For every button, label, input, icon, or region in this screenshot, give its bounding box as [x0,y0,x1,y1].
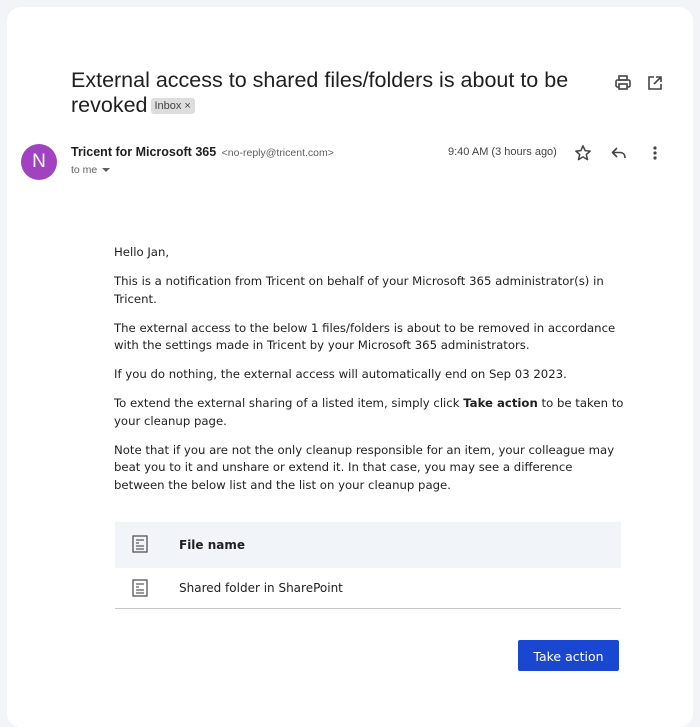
avatar[interactable]: N [21,144,57,180]
p4-before: To extend the external sharing of a listed item, simply click [114,396,464,410]
body-paragraph-2: The external access to the below 1 files/folders is about to be removed in accordance with the settings made in Tricent by your Microsoft 365 administrators. [114,320,616,352]
column-header-file-name: File name [179,538,246,552]
p4-after: to be taken to your cleanup page. [114,396,624,428]
recipient-dropdown[interactable] [71,164,110,176]
email-timestamp: 9:40 AM (3 hours ago) [448,146,557,158]
print-icon[interactable] [613,73,633,93]
document-icon [132,579,148,597]
star-icon[interactable] [573,143,593,163]
recipient-label: to me [71,164,98,176]
chevron-down-icon [102,168,110,172]
file-table [115,522,621,609]
body-paragraph-1: This is a notification from Tricent on behalf of your Microsoft 365 administrator(s) in Tricent. [114,274,604,306]
sender-name[interactable]: Tricent for Microsoft 365 [71,145,217,159]
email-card [7,7,693,727]
subject-text: External access to shared files/folders is about to be revoked [71,68,569,117]
p4-bold: Take action [463,396,538,410]
table-header-row [115,522,621,568]
greeting: Hello Jan, [114,245,170,259]
sender-line [71,145,334,159]
email-body [114,244,624,506]
sender-email: <no-reply@tricent.com> [221,147,334,159]
open-in-new-window-icon[interactable] [645,73,665,93]
email-subject [71,68,571,118]
table-row [115,568,621,609]
body-paragraph-3: If you do nothing, the external access will automatically end on Sep 03 2023. [114,367,567,381]
body-paragraph-5: Note that if you are not the only cleanup responsible for an item, your colleague may beat you to it and unshare or extend it. In that case, you may see a difference between the below list and the list on your cleanup page. [114,442,615,492]
remove-label-icon[interactable]: × [184,100,191,112]
document-icon [132,535,148,553]
badge-label: Inbox [154,100,182,112]
more-vert-icon[interactable] [645,143,665,163]
body-paragraph-4 [114,395,624,430]
inbox-label-badge[interactable] [151,98,195,114]
take-action-button[interactable]: Take action [518,640,619,671]
file-name-cell: Shared folder in SharePoint [179,581,343,595]
reply-icon[interactable] [609,143,629,163]
